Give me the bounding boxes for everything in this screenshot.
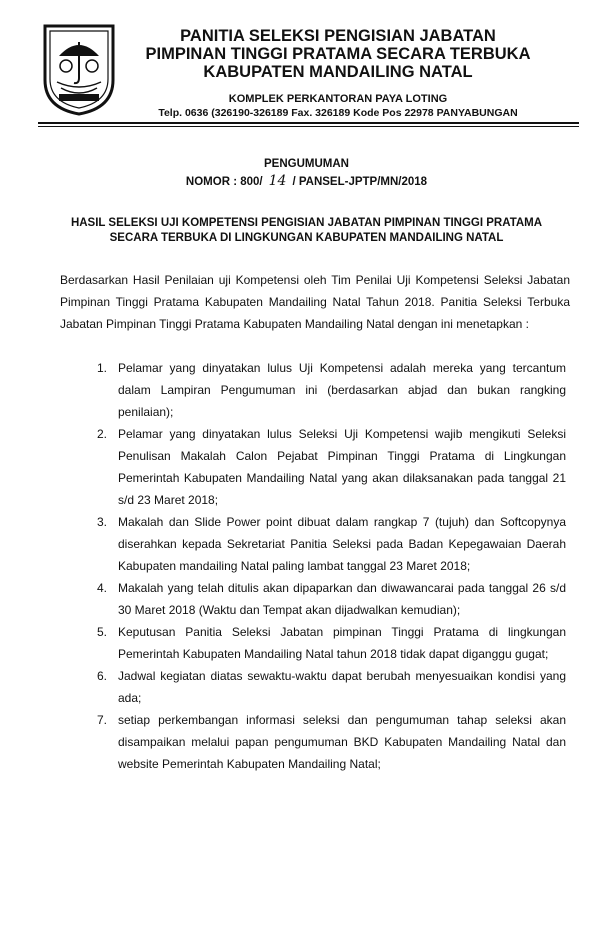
list-item-text: Pelamar yang dinyatakan lulus Uji Kompetensi adalah mereka yang tercantum dalam Lampiran Pengumuman ini (berdasarkan abjad dan bukan rangking penilaian); <box>118 361 566 419</box>
list-item-number: 1. <box>97 361 108 375</box>
number-suffix: / PANSEL-JPTP/MN/2018 <box>292 176 428 188</box>
committee-title-line2: PIMPINAN TINGGI PRATAMA SECARA TERBUKA <box>145 45 531 63</box>
list-item-number: 3. <box>97 515 108 529</box>
contact-line: Telp. 0636 (326190-326189 Fax. 326189 Kode Pos 22978 PANYABUNGAN <box>158 107 518 119</box>
list-item-text: Keputusan Panitia Seleksi Jabatan pimpinan Tinggi Pratama di lingkungan Pemerintah Kabupaten Mandailing Natal tahun 2018 tidak dapat diganggu gugat; <box>118 625 566 661</box>
intro-paragraph: Berdasarkan Hasil Penilaian uji Kompetensi oleh Tim Penilai Uji Kompetensi Seleksi Jabatan Pimpinan Tinggi Pratama Kabupaten Mandailing Natal Tahun 2018. Panitia Seleksi Terbuka Jabatan Pimpinan Tinggi Pratama Kabupaten Mandailing Natal dengan ini menetapkan : <box>60 273 570 331</box>
list-item-text: Makalah dan Slide Power point dibuat dalam rangkap 7 (tujuh) dan Softcopynya diserahkan kepada Sekretariat Panitia Seleksi pada Badan Kepegawaian Daerah Kabupaten mandailing Natal paling lambat tanggal 23 Maret 2018; <box>118 515 566 573</box>
list-item-number: 4. <box>97 581 108 595</box>
list-item-number: 2. <box>97 427 108 441</box>
list-item-number: 6. <box>97 669 108 683</box>
list-item-number: 5. <box>97 625 108 639</box>
list-item-text: Makalah yang telah ditulis akan dipaparkan dan diwawancarai pada tanggal 26 s/d 30 Maret 2018 (Waktu dan Tempat akan dijadwalkan kemudian); <box>118 581 566 617</box>
office-address: KOMPLEK PERKANTORAN PAYA LOTING <box>228 93 448 105</box>
subject-line1: HASIL SELEKSI UJI KOMPETENSI PENGISIAN JABATAN PIMPINAN TINGGI PRATAMA <box>70 217 543 229</box>
letterhead-divider-thin <box>38 126 579 127</box>
subject-line2: SECARA TERBUKA DI LINGKUNGAN KABUPATEN MANDAILING NATAL <box>109 232 504 244</box>
committee-title-line1: PANITIA SELEKSI PENGISIAN JABATAN <box>180 27 496 45</box>
list-item-number: 7. <box>97 713 108 727</box>
list-item-text: setiap perkembangan informasi seleksi dan pengumuman tahap seleksi akan disampaikan melalui papan pengumuman BKD Kabupaten Mandailing Natal dan website Pemerintah Kabupaten Mandailing Natal; <box>118 713 566 771</box>
list-item-text: Pelamar yang dinyatakan lulus Seleksi Uji Kompetensi wajib mengikuti Seleksi Penulisan Makalah Calon Pejabat Pimpinan Tinggi Pratama di Lingkungan Pemerintah Kabupaten Mandailing Natal yang akan dilaksanakan pada tanggal 21 s/d 23 Maret 2018; <box>118 427 566 507</box>
letterhead-divider-thick <box>38 122 579 124</box>
list-item-text: Jadwal kegiatan diatas sewaktu-waktu dapat berubah menyesuaikan kondisi yang ada; <box>118 669 566 705</box>
regency-crest-icon <box>41 22 117 116</box>
number-prefix: NOMOR : 800/ <box>185 176 263 188</box>
regency-name: KABUPATEN MANDAILING NATAL <box>203 63 473 81</box>
announcement-title: PENGUMUMAN <box>264 158 349 170</box>
number-handwritten: 14 <box>268 173 287 189</box>
announcement-number <box>0 173 613 189</box>
